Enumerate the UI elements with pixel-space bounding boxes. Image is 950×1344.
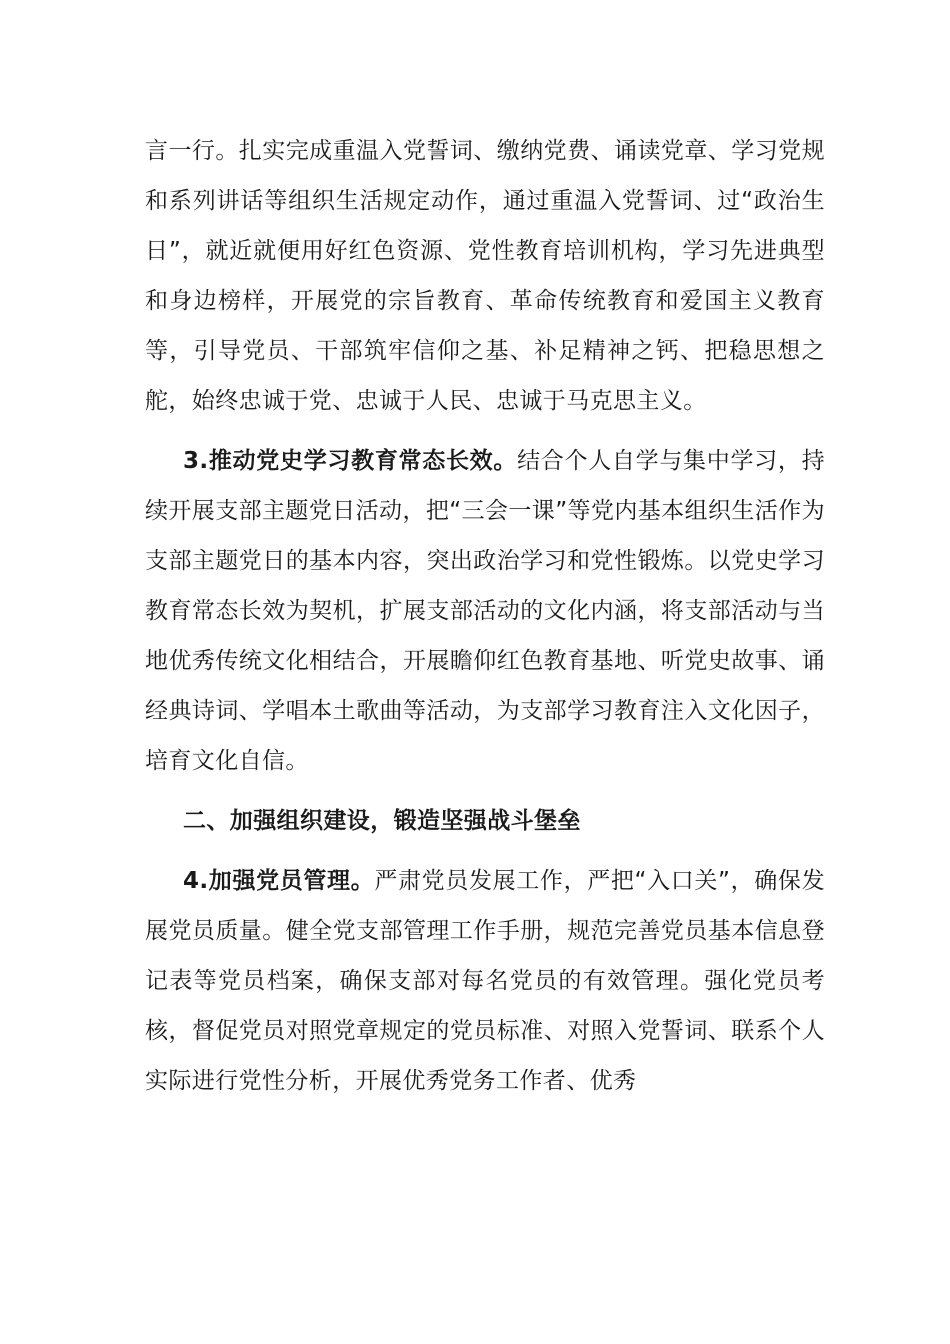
section-heading-text: 二、加强组织建设，锻造坚强战斗堡垒 — [183, 808, 581, 834]
paragraph-member-management — [145, 856, 825, 1106]
section-heading — [145, 796, 825, 846]
paragraph-party-education — [145, 126, 825, 426]
paragraph-text: 结合个人自学与集中学习，持续开展支部主题党日活动，把“三会一课”等党内基本组织生活作为支部主题党日的基本内容，突出政治学习和党性锻炼。以党史学习教育常态长效为契机，扩展支部活动的文化内涵，将支部活动与当地优秀传统文化相结合，开展瞻仰红色教育基地、听党史故事、诵经典诗词、学唱本土歌曲等活动，为支部学习教育注入文化因子，培育文化自信。 — [145, 448, 825, 774]
paragraph-party-history-learning — [145, 436, 825, 786]
paragraph-text: 言一行。扎实完成重温入党誓词、缴纳党费、诵读党章、学习党规和系列讲话等组织生活规定动作，通过重温入党誓词、过“政治生日”，就近就便用好红色资源、党性教育培训机构，学习先进典型和身边榜样，开展党的宗旨教育、革命传统教育和爱国主义教育等，引导党员、干部筑牢信仰之基、补足精神之钙、把稳思想之舵，始终忠诚于党、忠诚于人民、忠诚于马克思主义。 — [145, 138, 825, 414]
item-heading: 4.加强党员管理。 — [183, 868, 375, 894]
document-body — [145, 126, 825, 1106]
item-heading: 3.推动党史学习教育常态长效。 — [183, 448, 518, 474]
paragraph-text: 严肃党员发展工作，严把“入口关”，确保发展党员质量。健全党支部管理工作手册，规范完善党员基本信息登记表等党员档案，确保支部对每名党员的有效管理。强化党员考核，督促党员对照党章规定的党员标准、对照入党誓词、联系个人实际进行党性分析，开展优秀党务工作者、优秀 — [145, 868, 825, 1094]
